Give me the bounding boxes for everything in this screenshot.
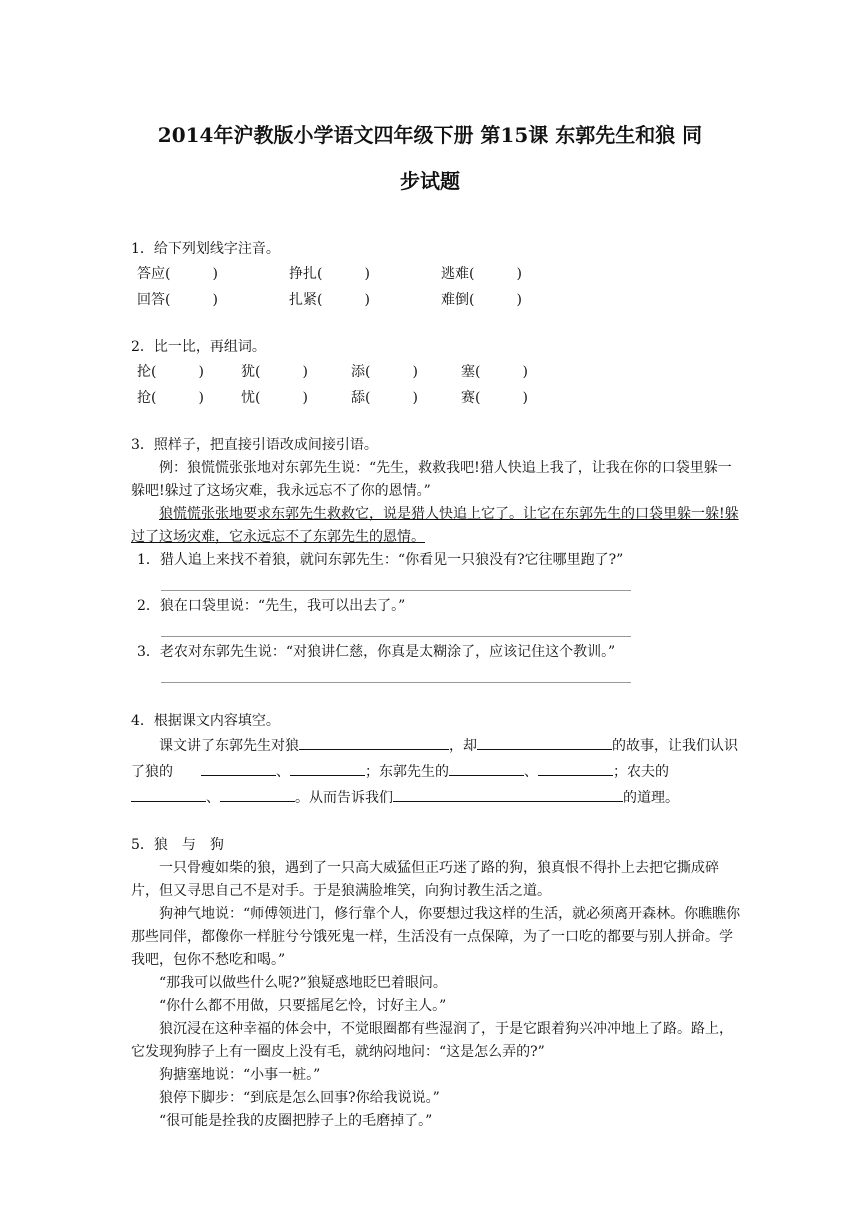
fill-blank[interactable] — [449, 759, 524, 776]
title-line-2: 步试题 — [400, 169, 460, 193]
story-paragraph: “那我可以做些什么呢?”狼疑惑地眨巴着眼问。 — [159, 975, 447, 991]
fill-in-paragraph: 课文讲了东郭先生对狼 ，却 的故事，让我们认识了狼的 、 ；东郭先生的 、 ；农夫的、 。从而告诉我们 的道理。 — [131, 733, 741, 811]
story-paragraph: 狼沉浸在这种幸福的体会中，不觉眼圈都有些湿润了，于是它跟着狗兴冲冲地上了路。路上，它发现狗脖子上有一圈皮上没有毛，就纳闷地问：“这是怎么弄的?” — [131, 1021, 733, 1060]
fill-blank[interactable] — [538, 759, 613, 776]
answer-line[interactable] — [161, 618, 631, 637]
fill-blank[interactable] — [299, 733, 449, 750]
fill-blank[interactable] — [201, 759, 276, 776]
answer-line[interactable] — [161, 664, 631, 683]
document-body — [131, 238, 741, 1133]
compare-item: 抢( ) — [137, 389, 204, 406]
question-2-heading: 2．比一比，再组词。 — [131, 339, 266, 355]
fill-blank[interactable] — [290, 759, 365, 776]
pinyin-item: 答应( ) — [137, 265, 218, 282]
story-paragraph: 狼停下脚步：“到底是怎么回事?你给我说说。” — [159, 1090, 440, 1106]
fill-blank[interactable] — [131, 785, 206, 802]
fill-blank[interactable] — [393, 785, 623, 802]
title-line-1: 2014年沪教版小学语文四年级下册 第15课 东郭先生和狼 同 — [157, 123, 703, 147]
example-answer: 狼慌慌张张地要求东郭先生救救它，说是猎人快追上它了。让它在东郭先生的口袋里躲一躲!躲过了这场灾难，它永远忘不了东郭先生的恩情。 — [131, 506, 739, 545]
sub-question: 3．老农对东郭先生说：“对狼讲仁慈，你真是太糊涂了，应该记住这个教训。” — [137, 644, 616, 660]
example-text: 例：狼慌慌张张地对东郭先生说：“先生，救救我吧!猎人快追上我了，让我在你的口袋里躲一躲吧!躲过了这场灾难，我永远忘不了你的恩情。” — [131, 460, 732, 499]
question-1-row — [131, 287, 741, 313]
story-paragraph: “很可能是拴我的皮圈把脖子上的毛磨掉了。” — [159, 1113, 433, 1129]
sub-question: 1．猎人追上来找不着狼，就问东郭先生：“你看见一只狼没有?它往哪里跑了?” — [137, 552, 624, 568]
compare-item: 赛( ) — [461, 389, 528, 406]
compare-item: 添( ) — [351, 363, 418, 380]
question-5-heading: 5．狼 与 狗 — [131, 837, 224, 853]
compare-item: 抡( ) — [137, 363, 204, 380]
pinyin-item: 挣扎( ) — [289, 265, 370, 282]
compare-item: 忧( ) — [241, 389, 308, 406]
question-1-row — [131, 261, 741, 287]
question-2-row — [131, 359, 741, 385]
story-paragraph: 狗搪塞地说：“小事一桩。” — [159, 1067, 321, 1083]
question-4-heading: 4．根据课文内容填空。 — [131, 713, 280, 729]
pinyin-item: 扎紧( ) — [289, 291, 370, 308]
story-paragraph: “你什么都不用做，只要摇尾乞怜，讨好主人。” — [159, 998, 447, 1014]
fill-blank[interactable] — [220, 785, 295, 802]
compare-item: 塞( ) — [461, 363, 528, 380]
question-3-heading: 3．照样子，把直接引语改成间接引语。 — [131, 437, 378, 453]
pinyin-item: 难倒( ) — [441, 291, 522, 308]
pinyin-item: 逃难( ) — [441, 265, 522, 282]
sub-question: 2．狼在口袋里说：“先生，我可以出去了。” — [137, 598, 406, 614]
question-2-row — [131, 385, 741, 411]
answer-line[interactable] — [161, 572, 631, 591]
story-paragraph: 狗神气地说：“师傅领进门，修行靠个人，你要想过我这样的生活，就必须离开森林。你瞧瞧你那些同伴，都像你一样脏兮兮饿死鬼一样，生活没有一点保障，为了一口吃的都要与别人拼命。学我吧，包你不愁吃和喝。” — [131, 906, 741, 968]
compare-item: 犹( ) — [241, 363, 308, 380]
document-title — [100, 112, 760, 204]
question-1-heading: 1．给下列划线字注音。 — [131, 241, 280, 257]
pinyin-item: 回答( ) — [137, 291, 218, 308]
compare-item: 舔( ) — [351, 389, 418, 406]
fill-blank[interactable] — [477, 733, 612, 750]
story-paragraph: 一只骨瘦如柴的狼，遇到了一只高大威猛但正巧迷了路的狗，狼真恨不得扑上去把它撕成碎片，但又寻思自己不是对手。于是狼满脸堆笑，向狗讨教生活之道。 — [131, 860, 719, 899]
